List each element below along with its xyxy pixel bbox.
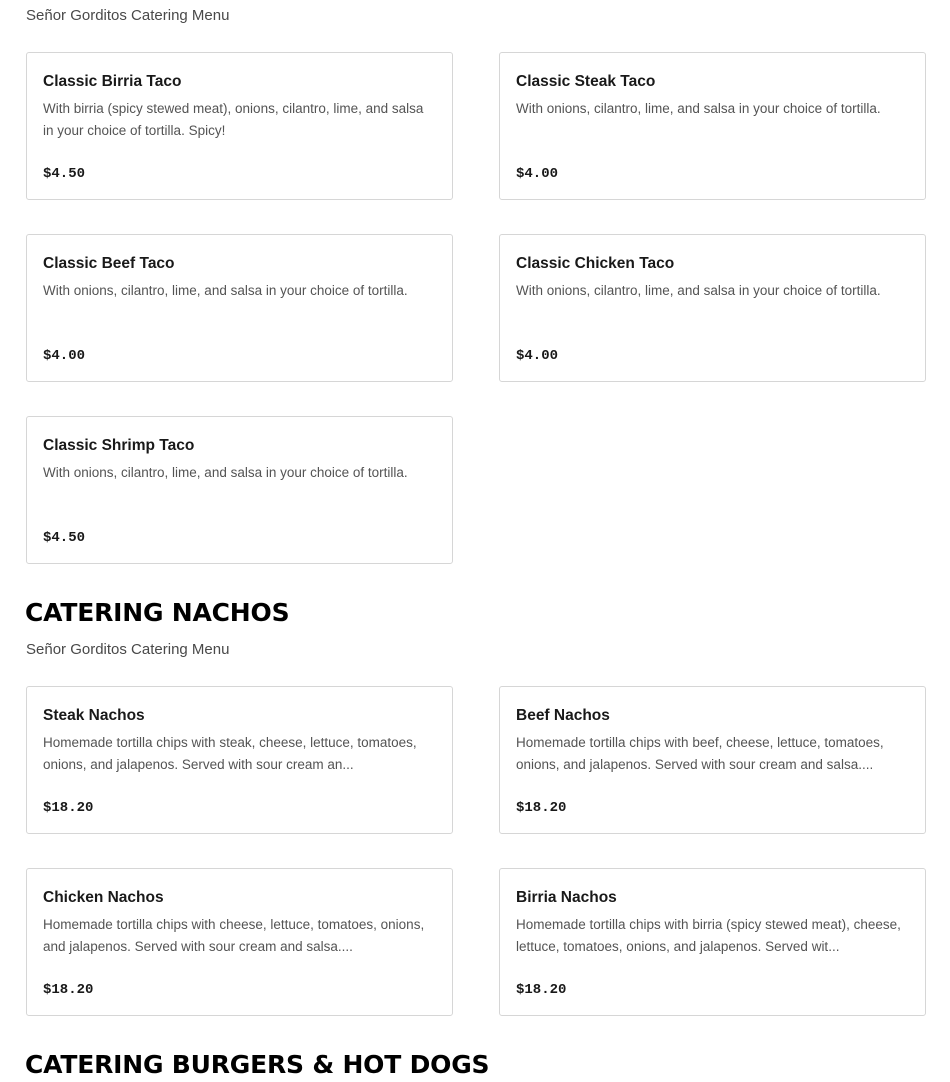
menu-item-name: Classic Birria Taco (43, 73, 182, 90)
menu-item-card[interactable] (26, 868, 453, 1016)
menu-item-description: With onions, cilantro, lime, and salsa in your choice of tortilla. (43, 465, 408, 480)
menu-item-description: Homemade tortilla chips with steak, cheese, lettuce, tomatoes, onions, and jalapenos. Served with sour cream an... (43, 735, 417, 772)
menu-item-price: $4.00 (516, 348, 559, 364)
menu-item-card[interactable] (26, 234, 453, 382)
menu-item-name: Birria Nachos (516, 889, 617, 906)
menu-item-description: With onions, cilantro, lime, and salsa in your choice of tortilla. (516, 283, 881, 298)
menu-item-price: $4.00 (43, 348, 86, 364)
menu-item-name: Classic Beef Taco (43, 255, 175, 272)
menu-item-price: $18.20 (516, 982, 567, 998)
menu-item-name: Beef Nachos (516, 707, 610, 724)
menu-item-description: With onions, cilantro, lime, and salsa in your choice of tortilla. (516, 101, 881, 116)
menu-item-price: $4.50 (43, 530, 86, 546)
menu-item-name: Classic Chicken Taco (516, 255, 675, 272)
menu-item-price: $18.20 (43, 982, 94, 998)
menu-item-card[interactable] (499, 234, 926, 382)
menu-item-description: Homemade tortilla chips with birria (spicy stewed meat), cheese, lettuce, tomatoes, onions, and jalapenos. Served wit... (516, 917, 901, 954)
nachos-section-subtitle: Señor Gorditos Catering Menu (26, 641, 230, 658)
menu-item-card[interactable] (499, 52, 926, 200)
menu-item-name: Classic Shrimp Taco (43, 437, 195, 454)
burgers-section-heading: CATERING BURGERS & HOT DOGS (25, 1050, 490, 1079)
menu-item-card[interactable] (499, 686, 926, 834)
menu-item-card[interactable] (499, 868, 926, 1016)
menu-item-name: Steak Nachos (43, 707, 145, 724)
menu-item-description: Homemade tortilla chips with beef, cheese, lettuce, tomatoes, onions, and jalapenos. Served with sour cream and salsa.... (516, 735, 884, 772)
menu-item-price: $18.20 (43, 800, 94, 816)
menu-item-price: $4.50 (43, 166, 86, 182)
menu-item-card[interactable] (26, 686, 453, 834)
menu-item-name: Classic Steak Taco (516, 73, 656, 90)
menu-item-card[interactable] (26, 416, 453, 564)
tacos-section-subtitle: Señor Gorditos Catering Menu (26, 7, 230, 24)
menu-item-description: Homemade tortilla chips with cheese, lettuce, tomatoes, onions, and jalapenos. Served with sour cream and salsa.... (43, 917, 425, 954)
nachos-section-heading: CATERING NACHOS (25, 598, 290, 627)
menu-item-name: Chicken Nachos (43, 889, 164, 906)
menu-item-card[interactable] (26, 52, 453, 200)
menu-item-description: With onions, cilantro, lime, and salsa in your choice of tortilla. (43, 283, 408, 298)
menu-item-description: With birria (spicy stewed meat), onions, cilantro, lime, and salsa in your choice of tortilla. Spicy! (43, 101, 424, 138)
menu-item-price: $4.00 (516, 166, 559, 182)
menu-item-price: $18.20 (516, 800, 567, 816)
